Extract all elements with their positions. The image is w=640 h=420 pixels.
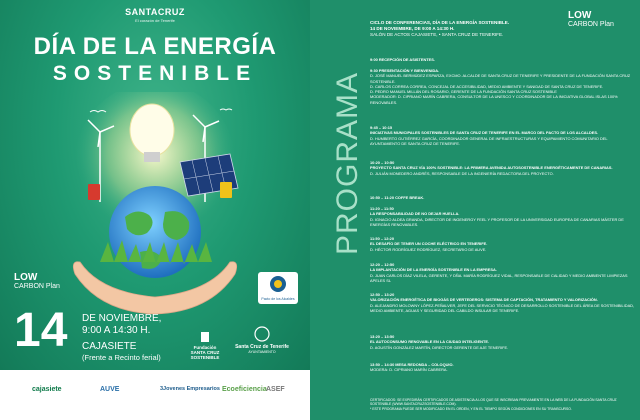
program-item-line: VALORIZACIÓN ENERGÉTICA DE BIOGÁS DE VERTEDEROS: SISTEMA DE CAPTACIÓN, TRATAMIENTO Y VALORIZACIÓN. [370,297,598,303]
sponsor-ecoeficiencia: Ecoeficiencia [222,386,267,393]
date-time: 9:00 A 14:30 H. [82,325,151,336]
brand-name: SANTACRUZ [125,7,185,17]
program-item-line: D. AGUSTÍN GONZÁLEZ MARTÍN, DIRECTOR GERENTE DE AJE TENERIFE. [370,344,509,350]
program-item-line: D. PEDRO MANUEL MILLÁN DEL ROSARIO, GERENTE DE LA FUNDACIÓN SANTA CRUZ SOSTENIBLE [370,89,557,95]
sponsor-auve: AUVE [100,386,120,393]
low-carbon-logo [14,272,60,290]
program-item-line: D. ALEJANDRO MOLOWNY LÓPEZ-PEÑALVER, JEFE DEL SERVICIO TÉCNICO DE DESARROLLO SOSTENIBLE DEL ÁREA DE SOSTENIBILIDAD, MEDIO AMBIENTE, AGUAS Y SEGURIDAD DEL CABILDO INSULAR DE TENERIFE. [370,302,635,313]
program-item-line: PROYECTO SANTA CRUZ VÍA 100% SOSTENIBLE: LA PRIMERA AVENIDA AUTOSOSTENIBLE ENERGÉTICAMENTE DE CANARIAS. [370,165,613,171]
poster-title-line2: SOSTENIBLE [52,62,258,85]
program-item [370,362,635,373]
venue-name: CAJASIETE [82,341,137,352]
program-item-line: INICIATIVAS MUNICIPALES SOSTENIBLES DE SANTA CRUZ DE TENERIFE EN EL MARCO DEL PACTO DE LOS ALCALDES. [370,130,599,136]
ayuntamiento-logo [230,326,294,362]
program-item [370,236,635,252]
program-footer [370,398,635,411]
sponsor-bar [0,370,310,420]
program-item-line: EL DESAFÍO DE TENER UN COCHE ELÉCTRICO EN TENERIFE. [370,241,488,247]
date-day-number: 14 [14,304,68,357]
poster-front [0,0,310,420]
program-item-line: D. JULIÁN MONEDERO ANDRÉS, RESPONSABLE DE LA INGENIERÍA REDACTORA DEL PROYECTO. [370,170,554,176]
program-item-line: EL AUTOCONSUMO RENOVABLE EN LA CIUDAD INTELIGENTE. [370,339,490,345]
program-item [370,206,635,227]
program-item-title: 11:20 – 11:50 [370,206,394,211]
program-item-line: D. JUAN CARLOS DÍAZ VILELA, GERENTE, Y DÑA. MARÍA RODRÍGUEZ VIDAL, RESPONSABLE DE CALIDAD Y MEDIO AMBIENTE LIMPIEZAS APELES SL [370,272,628,283]
bird-icon [220,109,232,110]
program-item-title: 13:50 – 14:30 MESA REDONDA – COLOQUIO. [370,362,454,367]
program-item-line: D. CARLOS CORREA CORREA, CONCEJAL DE ACCESIBILIDAD, MEDIO AMBIENTE Y SANIDAD DE SANTA CRUZ DE TENERIFE. [370,83,604,89]
low-carbon-line2: CARBON Plan [14,283,60,290]
low-carbon-right-line2: CARBON Plan [568,21,614,28]
program-header [370,20,560,39]
low-carbon-logo-right [568,10,614,28]
low-carbon-line1: LOW [14,272,38,283]
program-item-title: 10:20 – 10:50 [370,160,395,165]
poster-title-line1: DÍA DE LA ENERGÍA [33,33,277,60]
date-month: DE NOVIEMBRE, [82,313,162,324]
ayuntamiento-label: AYUNTAMIENTO [248,350,276,354]
program-item [370,160,635,176]
program-item [370,262,635,283]
venue-detail: (Frente a Recinto ferial) [82,353,161,362]
program-item-line: D. HUMBERTO GUTIÉRREZ GARCÍA, COORDINADOR GENERAL DE INFRAESTRUCTURAS Y EQUIPAMIENTO COMUNITARIO DEL AYUNTAMIENTO DE SANTA CRUZ DE TENERIFE. [370,135,608,146]
program-item-title: 12:20 – 12:50 [370,262,395,267]
program-item [370,125,635,146]
sponsor-jovenes-empresarios: 3Jovenes Empresarios [160,386,220,392]
program-item-line: MODERA: D. CIPRIANO MARÍN CABRERA. [370,367,448,373]
program-vertical-title-wrap [310,0,366,420]
program-item-line: D. HÉCTOR RODRÍGUEZ RODRÍGUEZ, SECRETARIO DE AUVE. [370,246,487,252]
program-item-line: LA IMPLANTACIÓN DE LA ENERGÍA SOSTENIBLE EN LA EMPRESA. [370,267,497,273]
program-header-line3: SALÓN DE ACTOS CAJASIETE, • SANTA CRUZ DE TENERIFE. [370,32,504,38]
program-item [370,195,635,200]
earth-hands-illustration [30,92,280,317]
program-item-title: 9:00 RECEPCIÓN DE ASISTENTES. [370,57,435,62]
fundacion-santa-cruz-logo [188,330,222,360]
program-item [370,68,635,105]
program-item-title: 11:50 – 12:20 [370,236,395,241]
crest-icon [230,326,294,342]
program-item-title: 12:50 – 13:20 [370,292,395,297]
brand-tagline: El corazón de Tenerife [135,18,175,23]
fundacion-emblem-icon [188,330,222,344]
footer-disclaimer: * ESTE PROGRAMA PUEDE SER MODIFICADO EN EL ORDEN, Y EN EL TIEMPO SEGÚN CONDICIONES EN SU TRANSCURSO. [370,406,572,411]
fundacion-label: Fundación SANTA CRUZ SOSTENIBLE [190,345,220,360]
program-header-line1: CICLO DE CONFERENCIAS, DÍA DE LA ENERGÍA SOSTENIBLE. [370,20,510,25]
program-vertical-title: PROGRAMA [331,71,364,255]
pacto-alcaldes-logo [258,272,298,304]
program-header-line2: 14 DE NOVIEMBRE, DE 9:00 A 14:30 H. [370,26,455,32]
poster-green-panel [0,0,310,370]
santa-cruz-brand [0,7,310,23]
ayuntamiento-name: Santa Cruz de Tenerife [235,344,289,350]
program-item [370,334,635,350]
program-item [370,57,635,62]
program-item-line: MODERADOR: D. CIPRIANO MARÍN CABRERA, CONSULTOR DE LA UNESCO Y COORDINADOR DE LA INICIATIVA GLOBAL ISLAS 100% RENOVABLES. [370,94,618,105]
program-item-line: D. IGNACIO ALDEA GRANDA, DIRECTOR DE INGENERGY FEEL Y PROFESOR DE LA UNIVERSIDAD EUROPEA DE CANARIAS MÁSTER DE ENERGÍAS RENOVABLES. [370,216,624,227]
light-bulb-icon [130,104,174,156]
program-item-line: D. JOSÉ MANUEL BERMÚDEZ ESPARZA, EXCMO. ALCALDE DE SANTA CRUZ DE TENERIFE Y PRESIDENTE DE LA FUNDACIÓN SANTA CRUZ SOSTENIBLE. [370,73,631,84]
program-sheet [310,0,640,420]
program-item-title: 13:20 – 13:50 [370,334,395,339]
program-item-line: LA RESPONSABILIDAD DE NO DEJAR HUELLA. [370,211,460,217]
program-item-title: 9:30 PRESENTACIÓN Y BIENVENIDA. [370,68,440,73]
footer-certificates: CERTIFICADOS: SE EXPEDIRÁN CERTIFICADOS DE ASISTENCIA A LOS QUE SE INSCRIBAN PREVIAMENTE EN LA WEB DE LA FUNDACIÓN SANTA CRUZ SOSTENIBLE (WWW.SANTACRUZSOSTENIBLE.COM). [370,398,617,407]
recycle-bin-icon [220,182,232,198]
low-carbon-right-line1: LOW [568,10,592,21]
pacto-label: Pacto de los Alcaldes [261,297,295,301]
pacto-emblem-icon [258,272,298,296]
program-item-title: 10:50 – 11:20 COFFE BREAK. [370,195,425,200]
sponsor-asef: ASEF [266,386,285,393]
program-item [370,292,635,313]
sponsor-cajasiete: cajasiete [32,386,62,393]
recycle-bin-icon [88,184,100,200]
program-item-title: 9:45 – 10:15 [370,125,393,130]
